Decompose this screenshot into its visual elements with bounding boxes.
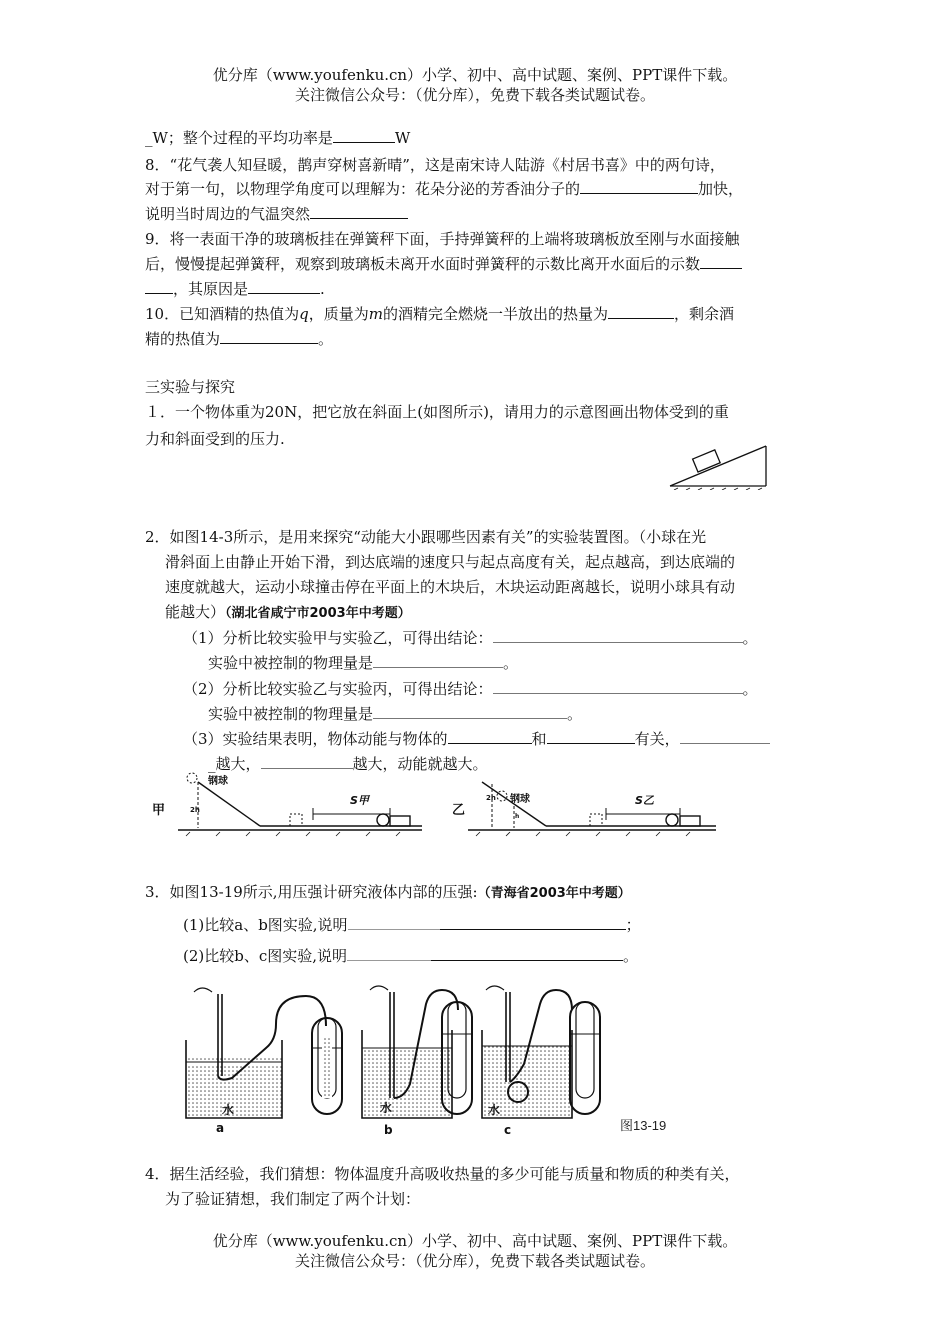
q8-blank-2[interactable] bbox=[310, 204, 408, 219]
q9-blank-1[interactable] bbox=[700, 254, 742, 269]
q10-blank-1[interactable] bbox=[608, 304, 674, 319]
q9-blank-2[interactable] bbox=[248, 279, 320, 294]
header-line-1: 优分库（www.youfenku.cn）小学、初中、高中试题、案例、PPT课件下载。 bbox=[212, 66, 738, 84]
q8-line-2-text: 对于第一句，以物理学角度可以理解为：花朵分泌的芳香油分子的 bbox=[145, 180, 581, 198]
e4-line-1: 4．据生活经验，我们猜想：物体温度升高吸收热量的多少可能与质量和物质的种类有关， bbox=[145, 1165, 740, 1183]
e3-line-1 bbox=[145, 881, 631, 902]
e2-sub-2-text: （2）分析比较实验乙与实验丙，可得出结论： bbox=[183, 680, 493, 698]
e2-blank-1[interactable] bbox=[493, 628, 743, 643]
e3-line-1-text: 3．如图13-19所示,用压强计研究液体内部的压强: bbox=[145, 883, 478, 901]
label-water-c: 水 bbox=[488, 1103, 501, 1117]
e2-sub-2-ctrl-text: 实验中被控制的物理量是 bbox=[208, 705, 374, 723]
e1-line-1: １．一个物体重为20N，把它放在斜面上(如图所示)，请用力的示意图画出物体受到的重 bbox=[145, 403, 729, 421]
e2-sub-2 bbox=[183, 678, 758, 699]
q10-symbol-m: m bbox=[368, 305, 383, 323]
e2-sub-3-text-a: （3）实验结果表明，物体动能与物体的 bbox=[183, 730, 448, 748]
e2-sub-1-ctrl-text: 实验中被控制的物理量是 bbox=[208, 654, 374, 672]
e2-blank-8[interactable] bbox=[261, 754, 353, 769]
label-ball-yi: 钢球 bbox=[510, 794, 530, 805]
e2-line-4-text: 能越大） bbox=[165, 603, 226, 621]
footer-line-2: 关注微信公众号：（优分库），免费下载各类试题试卷。 bbox=[294, 1252, 655, 1270]
e2-sub-1-ctrl bbox=[208, 652, 518, 673]
e2-line-2: 滑斜面上由静止开始下滑，到达底端的速度只与起点高度有关，起点越高，到达底端的 bbox=[165, 553, 736, 571]
label-2h: 2h bbox=[190, 806, 200, 814]
label-water-a: 水 bbox=[222, 1103, 235, 1117]
q8-line-1: 8．“花气袭人知昼暖，鹊声穿树喜新晴”，这是南宋诗人陆游《村居书喜》中的两句诗， bbox=[145, 156, 725, 174]
q8-line-2-end: 加快， bbox=[698, 180, 744, 198]
label-h: h bbox=[515, 813, 520, 820]
e3-blank-1a[interactable] bbox=[348, 915, 440, 930]
e2-line-3: 速度就越大，运动小球撞击停在平面上的木块后，木块运动距离越长，说明小球具有动 bbox=[165, 578, 736, 596]
q10-line-2 bbox=[145, 328, 333, 349]
q9-blank-1b[interactable] bbox=[145, 279, 173, 294]
q8-blank-1[interactable] bbox=[580, 179, 698, 194]
q8-line-3-text: 说明当时周边的气温突然 bbox=[145, 205, 311, 223]
label-b: b bbox=[384, 1123, 393, 1137]
e2-line-1: 2．如图14-3所示，是用来探究“动能大小跟哪些因素有关”的实验装置图。（小球在光 bbox=[145, 528, 707, 546]
label-yi: 乙 bbox=[452, 803, 466, 818]
q9-line-2-text: 后，慢慢提起弹簧秤，观察到玻璃板未离开水面时弹簧秤的示数比离开水面后的示数 bbox=[145, 255, 701, 273]
q8-line-2 bbox=[145, 178, 743, 199]
e2-source: （湖北省咸宁市2003年中考题） bbox=[225, 606, 411, 621]
e4-line-2: 为了验证猜想，我们制定了两个计划： bbox=[165, 1190, 421, 1208]
q7-tail bbox=[145, 127, 410, 148]
e3-blank-2a[interactable] bbox=[347, 946, 431, 961]
label-2h-yi: 2h bbox=[486, 794, 496, 802]
section-3-title: 三实验与探究 bbox=[145, 378, 236, 396]
q9-line-1: 9．将一表面干净的玻璃板挂在弹簧秤下面，手持弹簧秤的上端将玻璃板放至刚与水面接触 bbox=[145, 230, 740, 248]
incline-figure bbox=[668, 440, 772, 490]
q10-line-1 bbox=[145, 303, 734, 324]
pressure-gauge-figure bbox=[180, 978, 670, 1138]
e3-sub-2-text: (2)比较b、c图实验,说明 bbox=[183, 947, 348, 965]
q9-line-3 bbox=[145, 278, 325, 299]
e2-sub-3-text-c: 有关， bbox=[634, 730, 680, 748]
q10-line-2-end: 。 bbox=[318, 330, 334, 348]
e3-blank-1b[interactable] bbox=[440, 915, 626, 930]
e2-sub-1-end: 。 bbox=[742, 629, 758, 647]
header-line-2: 关注微信公众号：（优分库），免费下载各类试题试卷。 bbox=[294, 86, 655, 104]
e2-sub-3-b-text-a: _越大， bbox=[208, 755, 261, 773]
q10-text-a: 10．已知酒精的热值为 bbox=[145, 305, 300, 323]
e2-line-4 bbox=[165, 601, 411, 622]
label-s-yi: S乙 bbox=[635, 794, 654, 807]
q10-text-b: ，质量为 bbox=[308, 305, 369, 323]
e2-blank-5[interactable] bbox=[448, 729, 532, 744]
e2-blank-6[interactable] bbox=[547, 729, 635, 744]
label-a: a bbox=[216, 1121, 225, 1135]
e3-sub-1 bbox=[183, 914, 641, 935]
e3-sub-2-end: 。 bbox=[623, 947, 639, 965]
e2-sub-3-b-text-b: 越大，动能就越大。 bbox=[352, 755, 488, 773]
label-c: c bbox=[504, 1123, 512, 1137]
label-s-jia: S甲 bbox=[350, 794, 369, 807]
q8-line-3 bbox=[145, 203, 408, 224]
e3-source: （青海省2003年中考题） bbox=[477, 886, 631, 901]
q10-symbol-q: q bbox=[299, 305, 309, 323]
e3-sub-1-end: ； bbox=[625, 916, 641, 934]
e2-blank-7[interactable] bbox=[680, 729, 770, 744]
q7-blank[interactable] bbox=[333, 128, 395, 143]
e2-sub-3 bbox=[183, 728, 770, 749]
e2-sub-2-ctrl bbox=[208, 703, 582, 724]
e1-line-2: 力和斜面受到的压力. bbox=[145, 430, 285, 448]
figure-caption: 图13-19 bbox=[620, 1118, 667, 1133]
e3-sub-1-text: (1)比较a、b图实验,说明 bbox=[183, 916, 348, 934]
e2-sub-3-text-b: 和 bbox=[531, 730, 547, 748]
q10-line-2-text: 精的热值为 bbox=[145, 330, 221, 348]
e2-sub-1-ctrl-end: 。 bbox=[503, 654, 519, 672]
e2-sub-1-text: （1）分析比较实验甲与实验乙，可得出结论： bbox=[183, 629, 493, 647]
kinetic-energy-figure bbox=[150, 770, 720, 838]
label-ball-jia: 钢球 bbox=[208, 776, 228, 787]
e2-blank-3[interactable] bbox=[493, 679, 743, 694]
q9-line-3-text: ，其原因是 bbox=[173, 280, 249, 298]
e2-sub-2-end: 。 bbox=[742, 680, 758, 698]
label-water-b: 水 bbox=[380, 1101, 393, 1115]
e3-blank-2b[interactable] bbox=[431, 946, 623, 961]
e2-blank-4[interactable] bbox=[373, 704, 567, 719]
label-jia: 甲 bbox=[152, 803, 166, 818]
q7-tail-prefix: _W；整个过程的平均功率是 bbox=[145, 129, 333, 147]
e2-blank-2[interactable] bbox=[373, 653, 503, 668]
q9-line-3-end: . bbox=[320, 280, 325, 298]
q10-text-c: 的酒精完全燃烧一半放出的热量为 bbox=[382, 305, 608, 323]
q9-line-2 bbox=[145, 253, 742, 274]
q10-blank-2[interactable] bbox=[220, 329, 318, 344]
e2-sub-2-ctrl-end: 。 bbox=[567, 705, 583, 723]
e3-sub-2 bbox=[183, 945, 638, 966]
q10-text-d: ，剩余酒 bbox=[673, 305, 734, 323]
e2-sub-1 bbox=[183, 627, 758, 648]
footer-line-1: 优分库（www.youfenku.cn）小学、初中、高中试题、案例、PPT课件下载。 bbox=[212, 1232, 738, 1250]
q7-tail-suffix: W bbox=[394, 129, 411, 147]
